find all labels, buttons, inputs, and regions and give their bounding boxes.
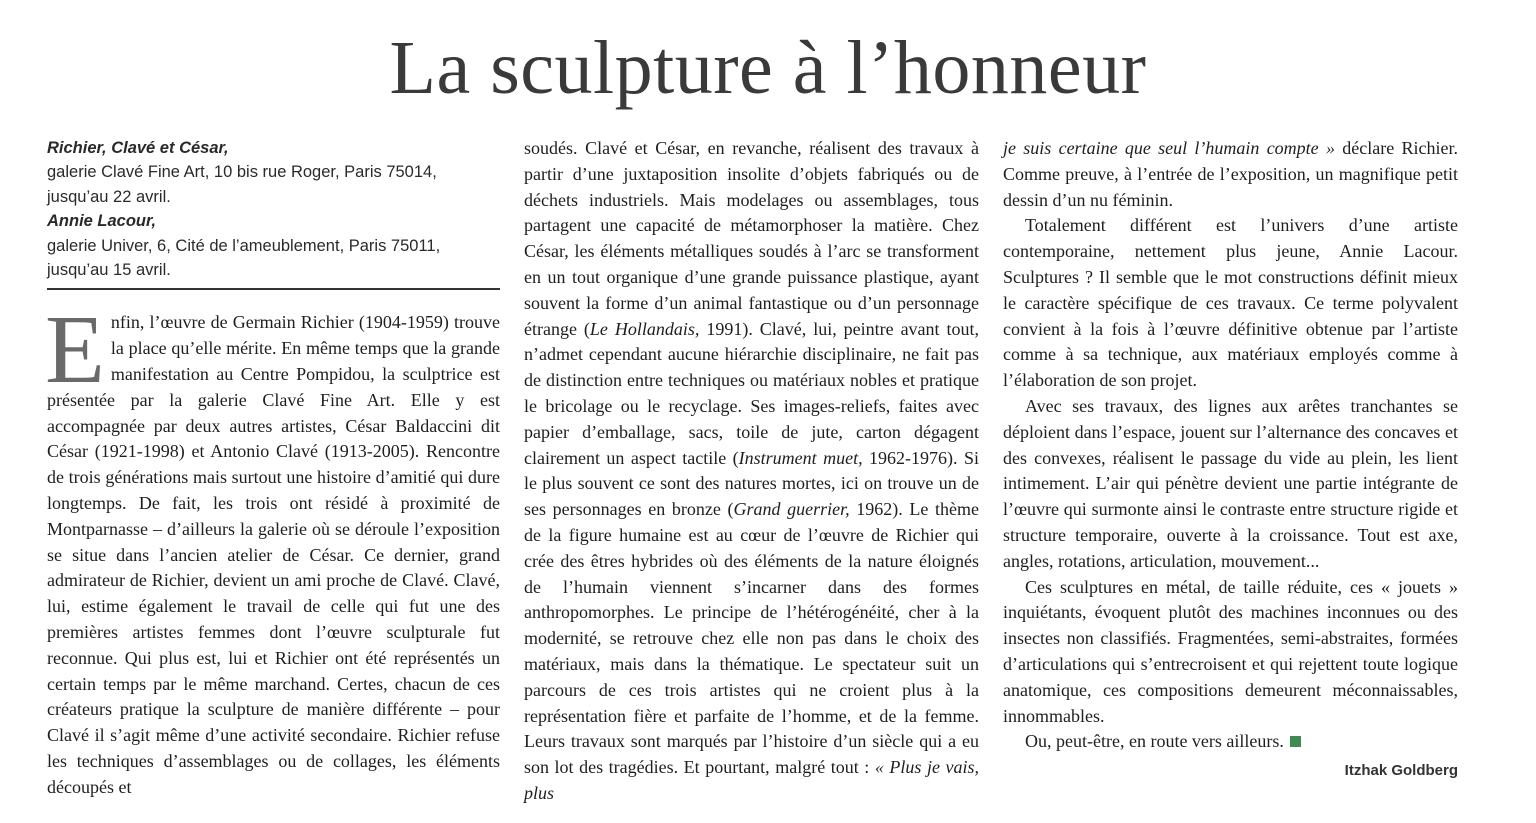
paragraph: [1003, 729, 1458, 755]
text-run: Ou, peut-être, en route vers ailleurs.: [1025, 731, 1284, 752]
paragraph: [524, 136, 979, 807]
exhibition-info: [47, 136, 500, 282]
artwork-title: Instrument muet,: [738, 447, 863, 468]
quote: « Plus je vais, plus: [524, 757, 979, 803]
column-1: [47, 136, 500, 801]
text-run: 1962). Le thème de la figure humaine est au cœur de l’œuvre de Richier qui crée des êtres hybrides où des éléments de la nature éloignés de l’humain viennent s’incarner dans des formes anthropomorphes. Le principe de l’hétérogénéité, cher à la modernité, se retrouve chez elle non pas dans le choix des matériaux, mais dans la thématique. Le spectateur suit un parcours de ces trois artistes qui ne croient plus à la représentation fière et parfaite de l’homme, et de la femme. Leurs travaux sont marqués par l’histoire d’un siècle qui a eu son lot des tragédies. Et pourtant, malgré tout :: [524, 499, 979, 778]
exhibition-2-dates: jusqu’au 15 avril.: [47, 261, 171, 280]
drop-cap: E: [45, 296, 105, 405]
text-run: 1962-1976). Si le plus souvent ce sont des natures mortes, ici on trouve un de ses personnages en bronze (: [524, 447, 979, 520]
exhibition-1-venue: galerie Clavé Fine Art, 10 bis rue Roger, Paris 75014,: [47, 163, 437, 182]
text-run: déclare Richier. Comme preuve, à l’entrée de l’exposition, un magnifique petit dessin d’un nu féminin.: [1003, 138, 1458, 210]
paragraph: Totalement différent est l’univers d’une artiste contemporaine, nettement plus jeune, Annie Lacour. Sculptures ? Il semble que le mot constructions définit mieux le caractère spécifique de ces travaux. Ce terme polyvalent convient à la fois à l’œuvre définitive obtenue par l’artiste comme à sa technique, aux matériaux employés comme à l’élaboration de son projet.: [1003, 215, 1458, 391]
paragraph-text: nfin, l’œuvre de Germain Richier (1904-1959) trouve la place qu’elle mérite. En même temps que la grande manifestation au Centre Pompidou, la sculptrice est présentée par la galerie Clavé Fine Art. Elle y est accompagnée par deux autres artistes, César Baldaccini dit César (1921-1998) et Antonio Clavé (1913-2005). Rencontre de trois générations mais surtout une histoire d’amitié qui dure longtemps. De fait, les trois ont résidé à proximité de Montparnasse – d’ailleurs la galerie où se déroule l’exposition se situe dans l’ancien atelier de César. Ce dernier, grand admirateur de Richier, devient un ami proche de Clavé. Clavé, lui, estime également le travail de celle qui fut une des premières artistes femmes dont l’œuvre sculpturale fut reconnue. Qui plus est, lui et Richier ont été représentés un certain temps par le même marchand. Certes, chacun de ces créateurs pratique la sculpture de manière différente – pour Clavé il s’agit même d’une activité secondaire. Richier refuse les techniques d’assemblages ou de collages, les éléments découpés et: [47, 312, 500, 797]
divider-rule: [47, 288, 500, 290]
paragraph: [45, 296, 500, 800]
end-mark-square-icon: [1290, 736, 1301, 747]
exhibition-1-dates: jusqu’au 22 avril.: [47, 187, 171, 206]
text-run: 1991). Clavé, lui, peintre avant tout, n’admet cependant aucune hiérarchie disciplinaire, ne fait pas de distinction entre techniques ou matériaux nobles et pratique le bricolage ou le recyclage. Ses images-reliefs, faites avec papier d’emballage, sacs, toile de jute, carton dégagent clairement un aspect tactile (: [524, 318, 979, 468]
article-title: La sculpture à l’honneur: [389, 26, 1147, 110]
exhibition-2-heading: Annie Lacour,: [47, 212, 157, 231]
author-signature: Itzhak Goldberg: [1344, 762, 1458, 779]
quote: je suis certaine que seul l’humain compte »: [1003, 138, 1335, 158]
text-run: soudés. Clavé et César, en revanche, réalisent des travaux à partir d’une juxtaposition insolite d’objets fabriqués ou de déchets industriels. Mais modelages ou assemblages, tous partagent une capacité de métamorphoser la matière. Chez César, les éléments métalliques soudés à l’arc se transforment en un tout organique d’une grande puissance plastique, ayant souvent la forme d’un animal fantastique ou d’un personnage étrange (: [524, 138, 979, 339]
artwork-title: Grand guerrier,: [733, 499, 850, 520]
column-2: [524, 136, 979, 807]
paragraph: Avec ses travaux, des lignes aux arêtes tranchantes se déploient dans l’espace, jouent sur l’alternance des concaves et des convexes, réalisent le passage du vide au plein, les lient intimement. L’air qui pénètre devient une partie intégrante de l’œuvre qui surmonte ainsi le contraste entre structure rigide et structure temporaire, ouverte à la croissance. Tout est axe, angles, rotations, articulation, mouvement...: [1003, 395, 1458, 571]
artwork-title: Le Hollandais,: [589, 318, 700, 339]
paragraph: Ces sculptures en métal, de taille réduite, ces « jouets » inquiétants, évoquent plutôt des machines inconnues ou des insectes non classifiés. Fragmentées, semi-abstraites, formées d’articulations qui s’entrecroisent et qui rejettent toute logique anatomique, ces compositions demeurent méconnaissables, innommables.: [1003, 576, 1458, 726]
exhibition-2-venue: galerie Univer, 6, Cité de l’ameublement, Paris 75011,: [47, 236, 441, 255]
paragraph: [1003, 136, 1458, 213]
exhibition-1-heading: Richier, Clavé et César,: [47, 139, 229, 157]
column-3: [1003, 136, 1458, 755]
